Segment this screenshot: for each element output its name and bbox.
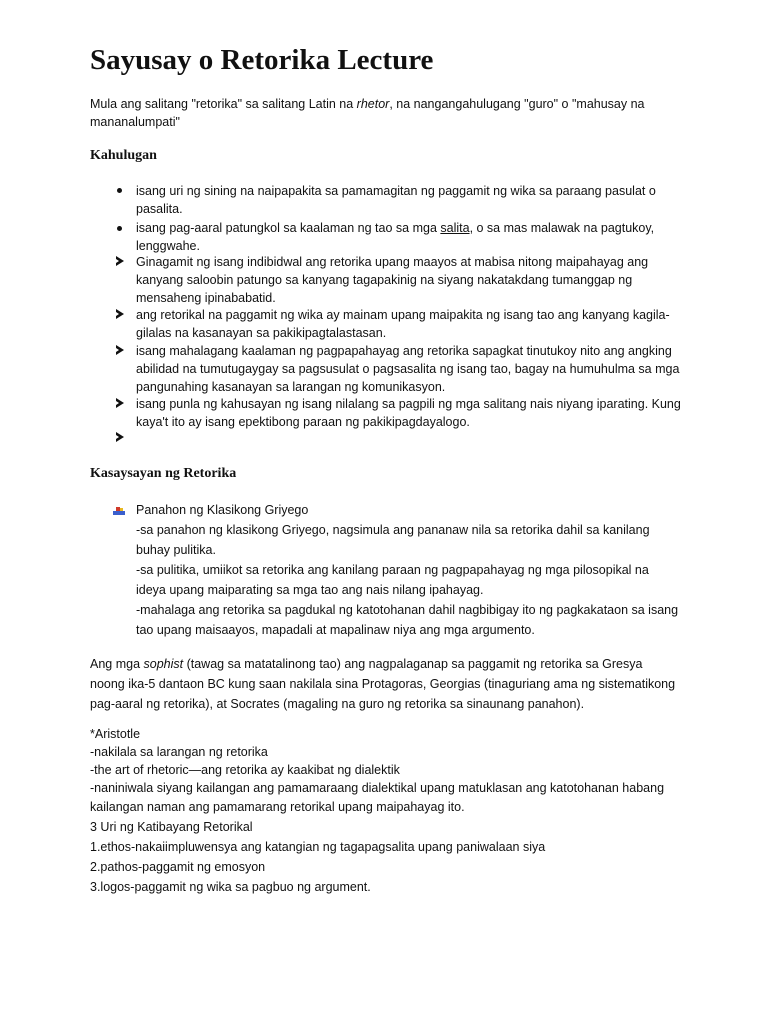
list-item: isang mahalagang kaalaman ng pagpapahayag ang retorika sapagkat tinutukoy nito ang angking abilidad na tumutugaygay sa pagsusulat o pagsasalita ng isang tao, bagay na humuhulma sa mga pangunahing kasanayan sa larangan ng komunikasyon.: [136, 344, 680, 394]
heading-kasaysayan: Kasaysayan ng Retorika: [90, 466, 237, 481]
intro-italic-word: rhetor: [356, 97, 390, 111]
list-item-text-after: , o sa mas malawak na pagtukoy, lenggwahe.: [136, 221, 655, 253]
page-title: Sayusay o Retorika Lecture: [90, 44, 434, 76]
icon-blue-bar: [113, 511, 125, 515]
sophist-text-before: Ang mga: [90, 657, 144, 671]
list-item-text-before: isang pag-aaral patungkol sa kaalaman ng tao sa mga: [136, 221, 441, 235]
list-item: [136, 219, 682, 255]
aristotle-line: 3.logos-paggamit ng wika sa pagbuo ng argument.: [90, 880, 371, 894]
arrow-right-icon: [116, 256, 124, 266]
heading-kahulugan: Kahulugan: [90, 148, 157, 163]
aristotle-line: 1.ethos-nakaiimpluwensya ang katangian ng tagapagsalita upang paniwalaan siya: [90, 840, 546, 854]
arrow-right-icon: [116, 432, 124, 442]
list-item: isang punla ng kahusayan ng isang nilalang sa pagpili ng mga salitang nais niyang iparating. Kung kaya't ito ay isang epektibong paraan ng pakikipagdayalogo.: [136, 397, 681, 429]
list-item: isang uri ng sining na naipapakita sa pamamagitan ng paggamit ng wika sa paraang pasulat o pasalita.: [136, 184, 656, 216]
arrow-right-icon: [116, 345, 124, 355]
sophist-italic-word: sophist: [143, 657, 184, 671]
intro-text-after: , na nangangahulugang "guro" o "mahusay na mananalumpati": [90, 97, 645, 129]
sub-line: -sa panahon ng klasikong Griyego, nagsimula ang pananaw nila sa retorika dahil sa kanilang: [136, 523, 650, 537]
sub-line: tao upang maisaayos, mapadali at mapalinaw niya ang mga argumento.: [136, 623, 535, 637]
intro-paragraph: [90, 95, 690, 131]
intro-text-before: Mula ang salitang "retorika" sa salitang Latin na: [90, 97, 357, 111]
list-item: Ginagamit ng isang indibidwal ang retorika upang maayos at mabisa nitong maipahayag ang kanyang saloobin patungo sa kanyang tagapakinig na siyang nakatakdang tumanggap ng mensaheng ipinababatid.: [136, 255, 649, 305]
aristotle-line: *Aristotle: [90, 727, 141, 741]
colorful-bullet-icon: [113, 506, 125, 516]
aristotle-line: -naniniwala siyang kailangan ang pamamaraang dialektikal upang matuklasan ang katotohanan habang: [90, 781, 665, 795]
underlined-word: salita: [440, 221, 470, 235]
sub-title: Panahon ng Klasikong Griyego: [136, 503, 309, 517]
sub-line: -sa pulitika, umiikot sa retorika ang kanilang paraan ng pagpapahayag ng mga pilosopikal na: [136, 563, 649, 577]
icon-yellow-block: [120, 508, 123, 511]
icon-red-block: [116, 507, 120, 511]
aristotle-line: -nakilala sa larangan ng retorika: [90, 745, 268, 759]
aristotle-line: -the art of rhetoric—ang retorika ay kaakibat ng dialektik: [90, 763, 400, 777]
sub-line: -mahalaga ang retorika sa pagdukal ng katotohanan dahil nagbibigay ito ng pagkakataon sa isang: [136, 603, 679, 617]
bullet-dot-icon: [117, 226, 122, 231]
aristotle-line: kailangan naman ang pamamarang retorikal upang maipahayag ito.: [90, 800, 465, 814]
sub-line: buhay pulitika.: [136, 543, 216, 557]
aristotle-line: 3 Uri ng Katibayang Retorikal: [90, 820, 253, 834]
arrow-right-icon: [116, 309, 124, 319]
arrow-right-icon: [116, 398, 124, 408]
list-item: ang retorikal na paggamit ng wika ay mainam upang maipakita ng isang tao ang kanyang kagila-gilalas na kasanayan sa pakikipagtalastasan.: [136, 308, 670, 340]
sophist-paragraph: [90, 654, 680, 714]
sub-line: ideya upang maiparating sa mga tao ang nais nilang ipahayag.: [136, 583, 484, 597]
aristotle-line: 2.pathos-paggamit ng emosyon: [90, 860, 266, 874]
sophist-text-after: (tawag sa matatalinong tao) ang nagpalaganap sa paggamit ng retorika sa Gresya noong ika-5 dantaon BC kung saan nakilala sina Protagoras, Georgias (tinaguriang ama ng sistematikong pag-aaral ng retorika), at Socrates (magaling na guro ng retorika sa sinaunang panahon).: [90, 657, 676, 711]
bullet-dot-icon: [117, 188, 122, 193]
